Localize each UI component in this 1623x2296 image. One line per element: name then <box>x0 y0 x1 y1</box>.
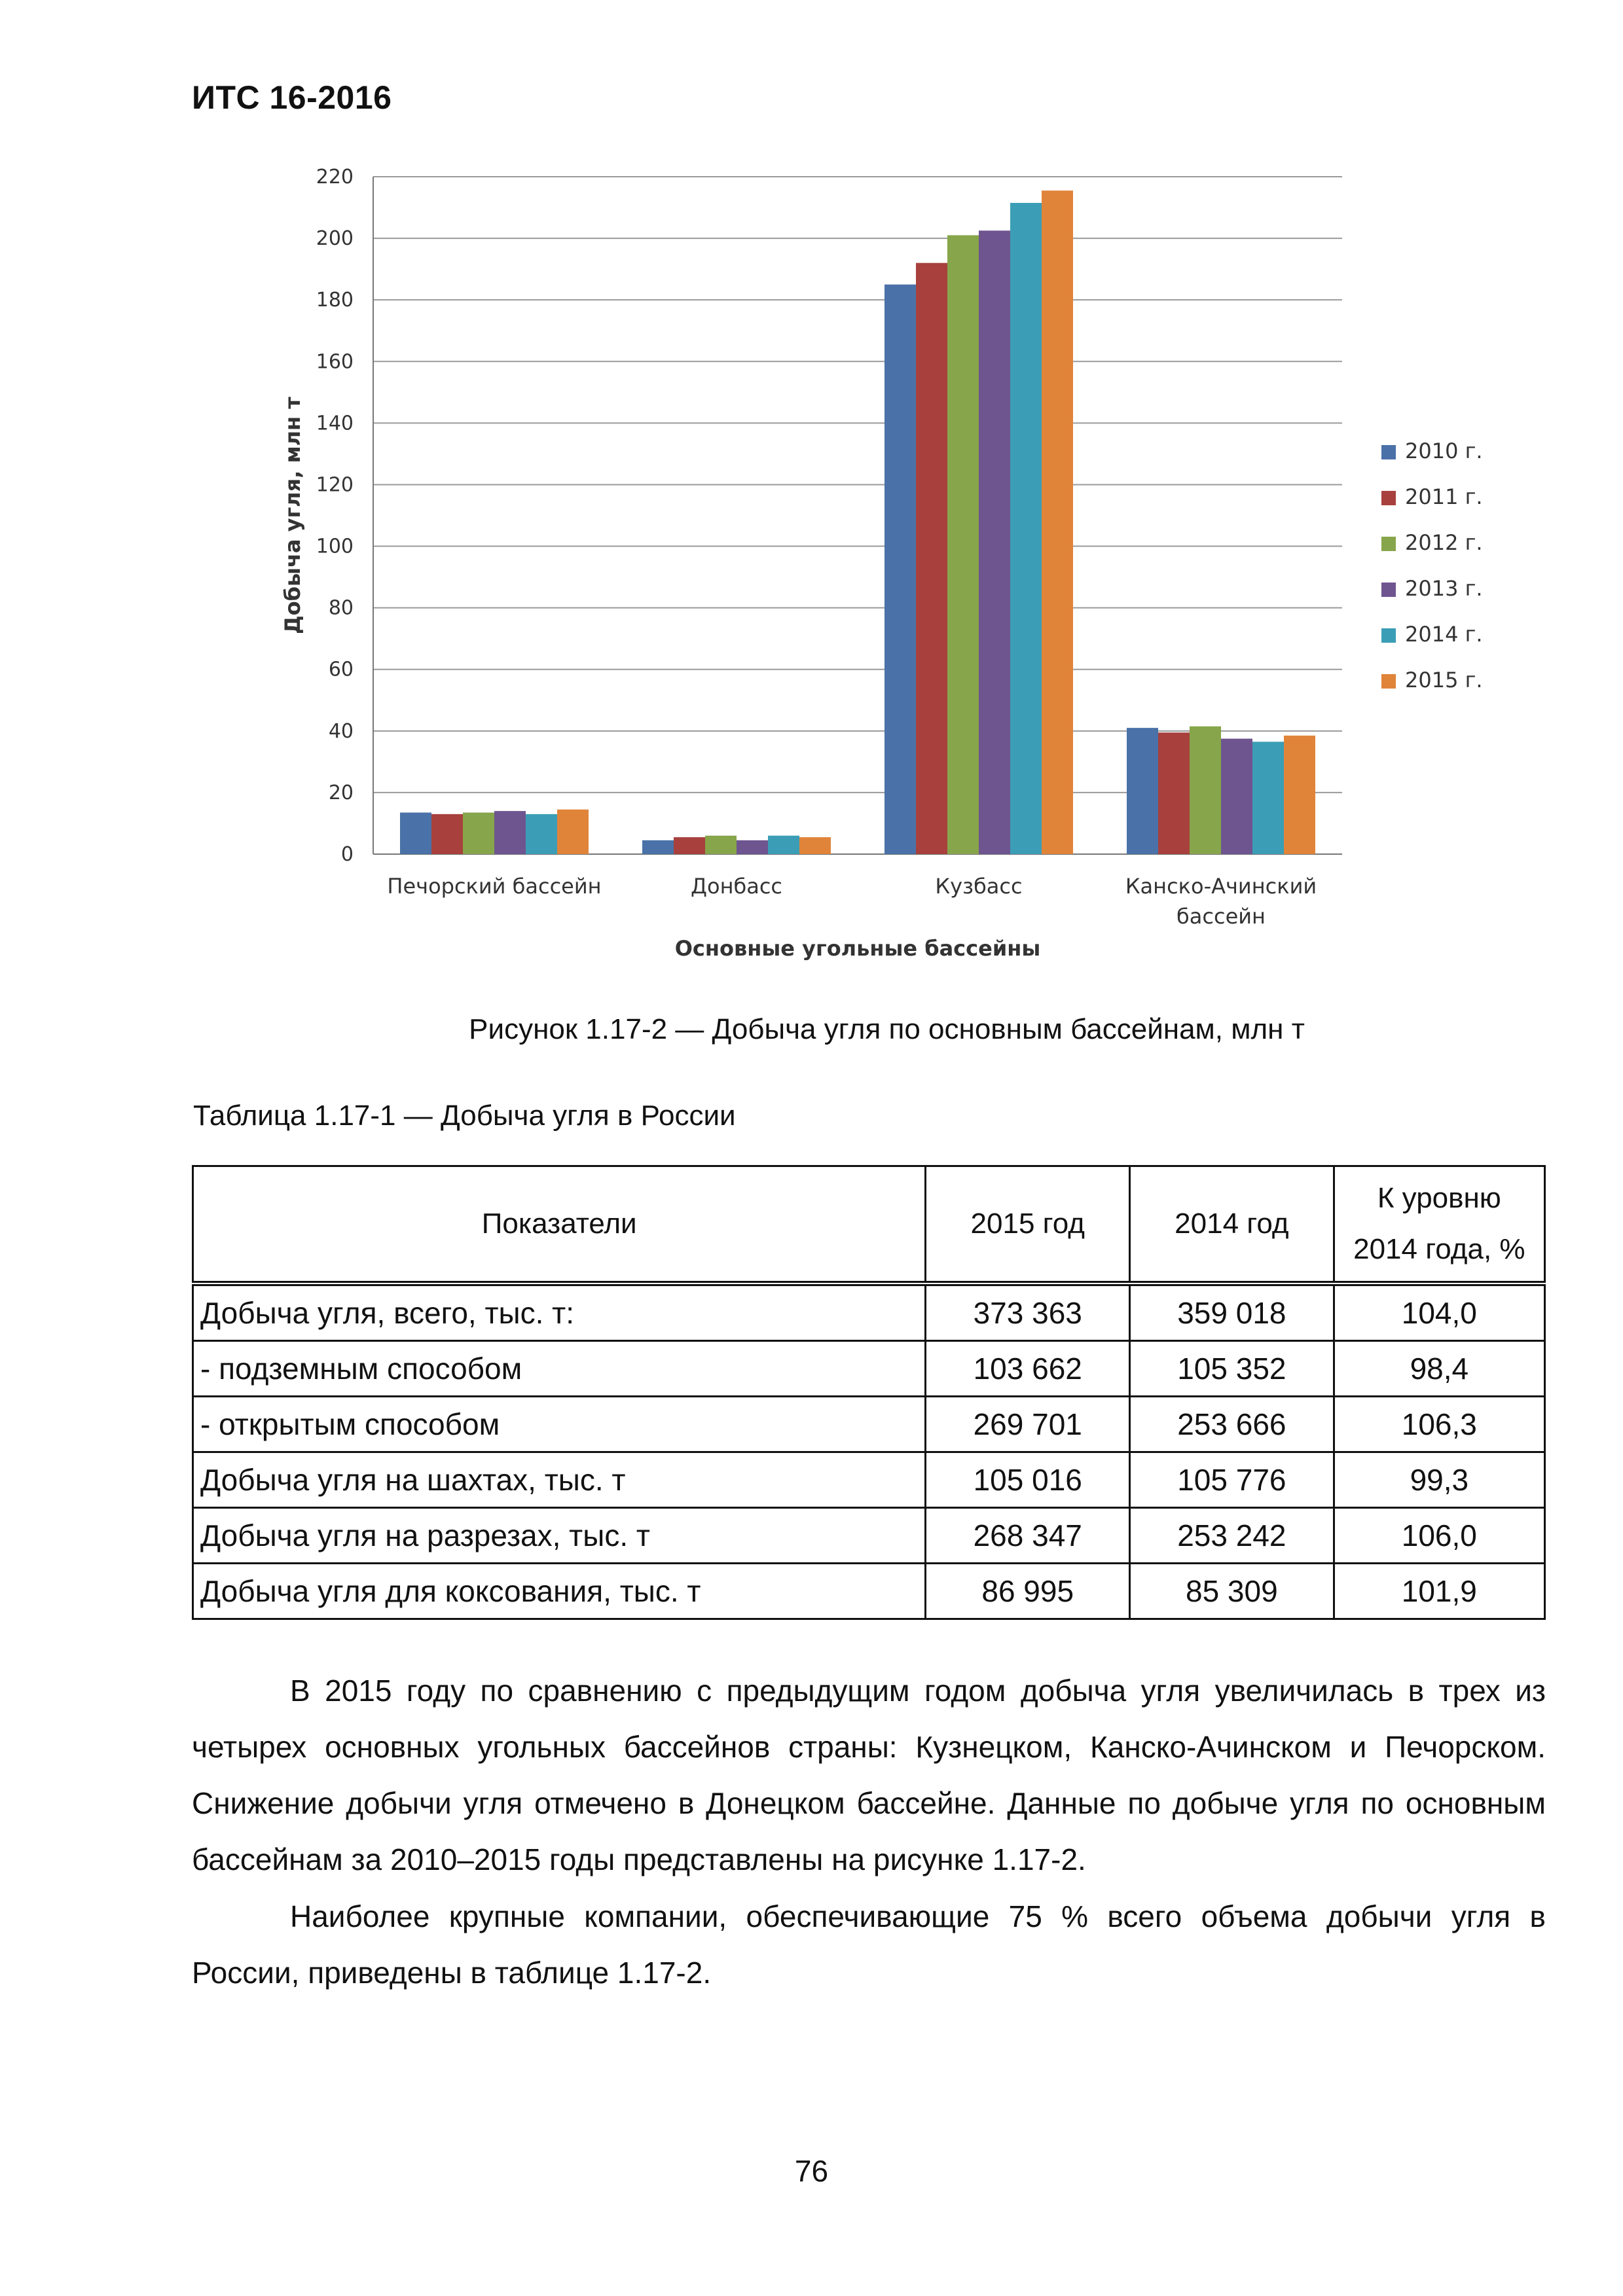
value-percent: 98,4 <box>1334 1341 1544 1397</box>
row-label: - подземным способом <box>193 1341 926 1397</box>
x-category-label: Печорский бассейн <box>387 874 602 899</box>
legend-label: 2012 г. <box>1405 530 1483 555</box>
header-2014: 2014 год <box>1130 1166 1334 1284</box>
table-row <box>193 1508 1545 1564</box>
value-2015: 269 701 <box>926 1397 1130 1452</box>
value-percent: 106,0 <box>1334 1508 1544 1564</box>
bar-2010г <box>1127 728 1158 854</box>
x-category-label: бассейн <box>1176 904 1266 929</box>
y-tick-label: 180 <box>316 289 354 312</box>
row-label: Добыча угля, всего, тыс. т: <box>193 1283 926 1341</box>
bar-2015г <box>1042 190 1073 854</box>
legend-swatch <box>1381 537 1396 551</box>
bar-2012г <box>947 235 979 854</box>
table-row <box>193 1452 1545 1508</box>
bar-2010г <box>400 812 431 854</box>
table-row <box>193 1397 1545 1452</box>
bar-2015г <box>557 810 589 854</box>
y-tick-label: 200 <box>316 227 354 251</box>
document-code-header: ИТС 16-2016 <box>192 79 392 116</box>
header-percent <box>1334 1166 1544 1284</box>
legend-label: 2011 г. <box>1405 484 1483 509</box>
bar-2010г <box>642 840 674 854</box>
value-2014: 105 352 <box>1130 1341 1334 1397</box>
value-2015: 373 363 <box>926 1283 1130 1341</box>
coal-production-table <box>192 1165 1546 1620</box>
value-2015: 103 662 <box>926 1341 1130 1397</box>
legend-label: 2014 г. <box>1405 622 1483 647</box>
legend-swatch <box>1381 445 1396 459</box>
body-paragraph-2: Наиболее крупные компании, обеспечивающие 75 % всего объема добычи угля в России, приведены в таблице 1.17-2. <box>192 1899 1546 1990</box>
value-2015: 268 347 <box>926 1508 1130 1564</box>
bar-2011г <box>916 263 947 854</box>
legend-swatch <box>1381 491 1396 505</box>
bar-2013г <box>1221 739 1252 854</box>
value-2014: 85 309 <box>1130 1564 1334 1619</box>
bar-2014г <box>768 836 799 854</box>
bar-2013г <box>979 230 1010 854</box>
header-2015: 2015 год <box>926 1166 1130 1284</box>
x-category-label: Канско-Ачинский <box>1125 874 1317 899</box>
bar-2015г <box>1284 736 1315 854</box>
x-category-label: Кузбасс <box>935 874 1023 899</box>
value-2015: 86 995 <box>926 1564 1130 1619</box>
bar-2013г <box>494 811 526 854</box>
y-tick-label: 0 <box>340 843 354 866</box>
value-2014: 253 242 <box>1130 1508 1334 1564</box>
row-label: Добыча угля для коксования, тыс. т <box>193 1564 926 1619</box>
value-2014: 105 776 <box>1130 1452 1334 1508</box>
table-title: Таблица 1.17-1 — Добыча угля в России <box>193 1100 736 1132</box>
y-tick-label: 220 <box>316 166 354 188</box>
header-percent-line1: К уровню <box>1377 1182 1501 1214</box>
value-percent: 106,3 <box>1334 1397 1544 1452</box>
table-row <box>193 1283 1545 1341</box>
page-number: 76 <box>794 2154 829 2188</box>
y-tick-label: 20 <box>328 781 354 804</box>
value-2014: 253 666 <box>1130 1397 1334 1452</box>
bar-2011г <box>431 814 463 854</box>
body-paragraph-1: В 2015 году по сравнению с предыдущим годом добыча угля увеличилась в трех из четырех основных угольных бассейнов страны: Кузнецком, Канско-Ачинском и Печорском. Снижение добычи угля отмечено в Донецком бассейне. Данные по добыче угля по основным бассейнам за 2010–2015 годы представлены на рисунке 1.17-2. <box>192 1674 1546 1876</box>
y-tick-label: 40 <box>328 719 354 743</box>
legend-swatch <box>1381 583 1396 597</box>
y-tick-label: 80 <box>328 596 354 620</box>
x-category-label: Донбасс <box>690 874 783 899</box>
table-row <box>193 1564 1545 1619</box>
legend-label: 2015 г. <box>1405 668 1483 692</box>
row-label: Добыча угля на шахтах, тыс. т <box>193 1452 926 1508</box>
bar-2010г <box>884 285 916 854</box>
row-label: Добыча угля на разрезах, тыс. т <box>193 1508 926 1564</box>
y-tick-label: 140 <box>316 412 354 435</box>
y-tick-label: 100 <box>316 535 354 558</box>
bar-2012г <box>705 836 737 854</box>
y-axis-title: Добыча угля, млн т <box>280 397 305 634</box>
figure-caption: Рисунок 1.17-2 — Добыча угля по основным бассейнам, млн т <box>469 1013 1305 1045</box>
value-2014: 359 018 <box>1130 1283 1334 1341</box>
x-axis-title: Основные угольные бассейны <box>674 936 1041 961</box>
y-tick-label: 60 <box>328 658 354 681</box>
value-percent: 104,0 <box>1334 1283 1544 1341</box>
bar-2014г <box>526 814 557 854</box>
legend-swatch <box>1381 674 1396 689</box>
bar-2013г <box>737 840 768 854</box>
header-indicators: Показатели <box>193 1166 926 1284</box>
bar-2012г <box>463 812 494 854</box>
header-percent-line2: 2014 года, % <box>1353 1233 1525 1265</box>
bar-2011г <box>674 837 705 854</box>
table-row <box>193 1341 1545 1397</box>
table-header-row <box>193 1166 1545 1284</box>
row-label: - открытым способом <box>193 1397 926 1452</box>
value-percent: 99,3 <box>1334 1452 1544 1508</box>
bar-2014г <box>1252 742 1284 854</box>
bar-2011г <box>1158 732 1190 854</box>
y-tick-label: 160 <box>316 350 354 374</box>
bar-2014г <box>1010 203 1042 854</box>
legend-label: 2013 г. <box>1405 576 1483 601</box>
value-2015: 105 016 <box>926 1452 1130 1508</box>
legend-swatch <box>1381 628 1396 643</box>
y-tick-label: 120 <box>316 473 354 497</box>
bar-2015г <box>799 837 831 854</box>
value-percent: 101,9 <box>1334 1564 1544 1619</box>
legend-label: 2010 г. <box>1405 439 1483 463</box>
bar-2012г <box>1190 726 1221 854</box>
coal-production-bar-chart <box>262 151 1493 995</box>
